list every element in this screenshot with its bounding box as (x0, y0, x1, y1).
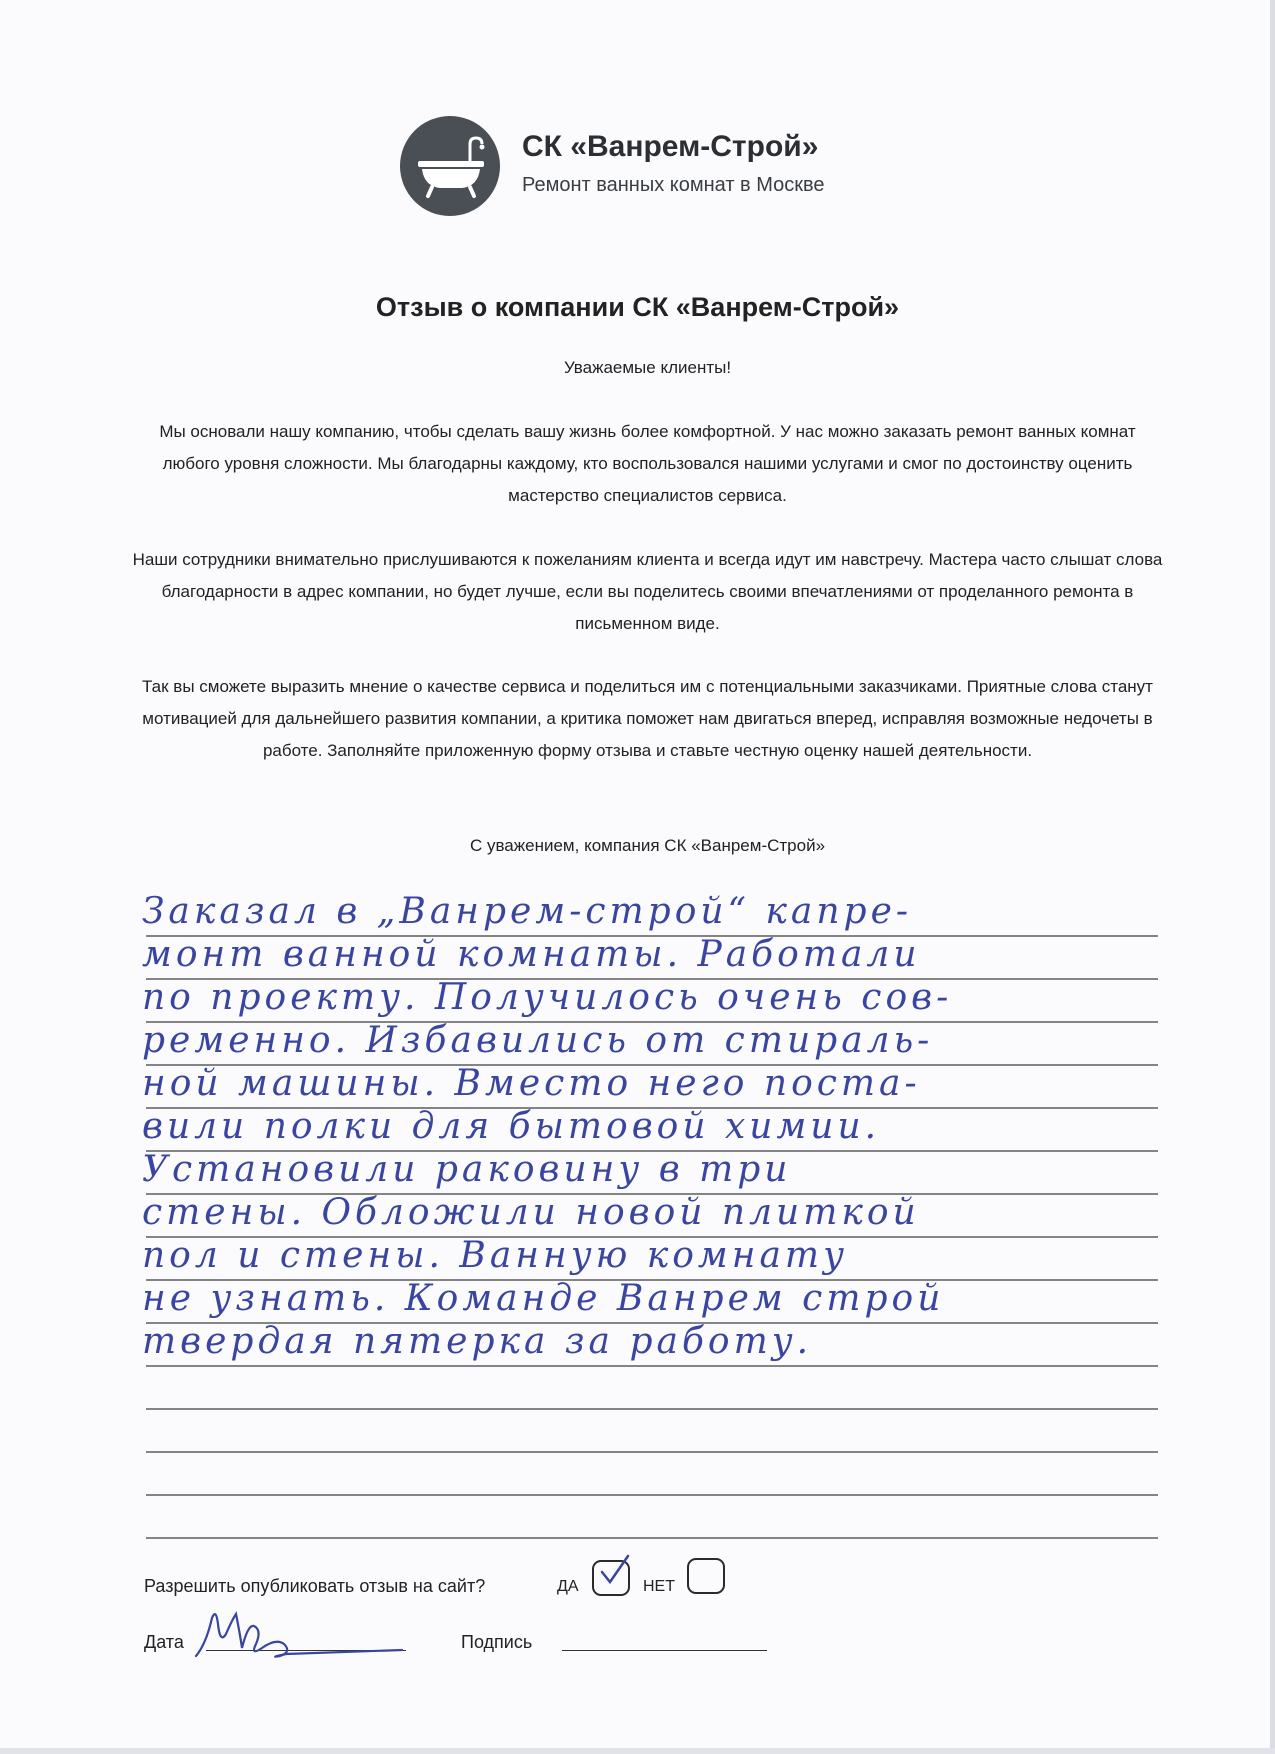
yes-checkbox[interactable] (592, 1560, 630, 1596)
handwritten-line: стены. Обложили новой плиткой (142, 1192, 920, 1233)
signature-field[interactable] (562, 1650, 767, 1651)
paragraph-intro: Мы основали нашу компанию, чтобы сделать вашу жизнь более комфортной. У нас можно заказать ремонт ванных комнат любого уровня сложности. Мы благодарны каждому, кто воспользовался нашими услугами и смог по достоинству оценить мастерство специалистов сервиса. (159, 422, 1136, 505)
handwritten-line: монт ванной комнаты. Работали (142, 934, 921, 975)
no-checkbox[interactable] (687, 1558, 725, 1594)
handwritten-line: твердая пятерка за работу. (142, 1321, 813, 1362)
handwritten-line: не узнать. Команде Ванрем строй (142, 1278, 945, 1319)
closing-signature: С уважением, компания СК «Ванрем-Строй» (469, 836, 826, 855)
handwritten-line: ной машины. Вместо него поста- (142, 1063, 921, 1104)
handwritten-line: вили полки для бытовой химии. (142, 1106, 881, 1147)
company-tagline: Ремонт ванных комнат в Москве (522, 174, 825, 196)
yes-label: ДА (557, 1578, 579, 1595)
check-mark-icon (596, 1552, 636, 1592)
date-label: Дата (144, 1632, 184, 1652)
handwritten-line: по проекту. Получилось очень сов- (142, 977, 953, 1018)
no-label: НЕТ (643, 1578, 675, 1595)
handwritten-line: ременно. Избавились от стираль- (142, 1020, 934, 1061)
paragraph-invitation: Так вы сможете выразить мнение о качестве сервиса и поделиться им с потенциальными заказчиками. Приятные слова станут мотивацией для дальнейшего развития компании, а критика поможет нам двигаться вперед, исправляя возможные недочеты в работе. Заполняйте приложенную форму отзыва и ставьте честную оценку нашей деятельности. (142, 677, 1153, 760)
handwritten-line: Установили раковину в три (142, 1149, 792, 1190)
signature-label: Подпись (461, 1632, 533, 1652)
greeting: Уважаемые клиенты! (563, 358, 732, 377)
document-title: Отзыв о компании СК «Ванрем-Строй» (375, 292, 900, 322)
paragraph-staff: Наши сотрудники внимательно прислушиваются к пожеланиям клиента и всегда идут им навстречу. Мастера часто слышат слова благодарности в адрес компании, но будет лучше, если вы поделитесь своими впечатлениями от проделанного ремонта в письменном виде. (132, 550, 1163, 633)
handwritten-signature (192, 1604, 412, 1664)
company-name: СК «Ванрем-Строй» (522, 130, 819, 163)
publish-question: Разрешить опубликовать отзыв на сайт? (144, 1576, 486, 1596)
handwritten-line: Заказал в „Ванрем-строй“ капре- (142, 891, 913, 932)
handwritten-line: пол и стены. Ванную комнату (142, 1235, 848, 1276)
